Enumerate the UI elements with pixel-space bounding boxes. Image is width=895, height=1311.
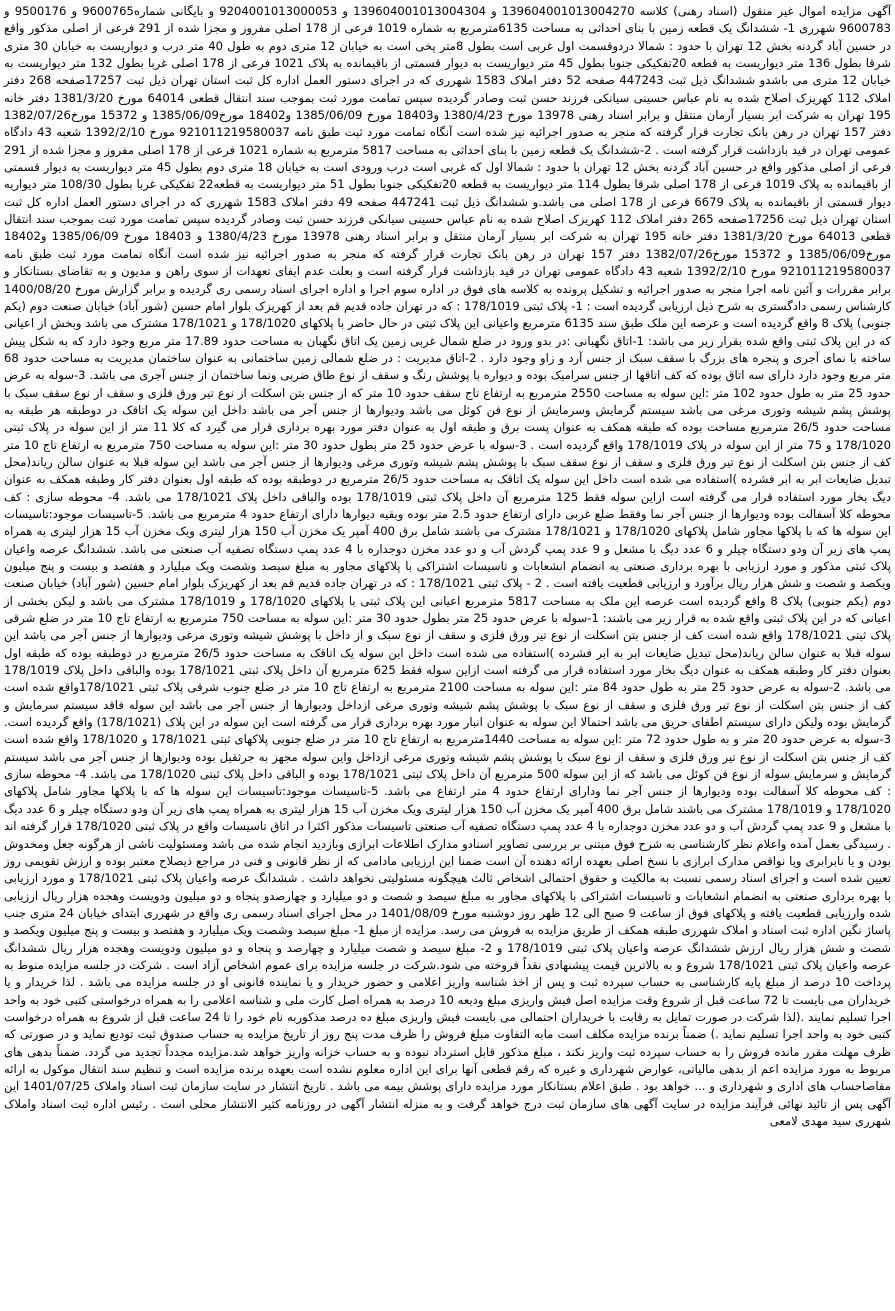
- auction-notice-text: آگهی مزایده اموال غیر منقول (اسناد رهنی) کلاسه 139604001013004270 و 139604001013004304 و 9204001013000053 و بایگانی شماره9600765 و 9500176 و 9600783 شهرری 1- ششدانگ یک قطعه زمین با بنای احداثی به مساحت 6135مترمربع به شماره 1019 فرعی از 178 اصلی مفروز و مجزا شده از 291 فرعی از اصلی مذکور واقع در حسین آباد گردنه بخش 12 تهران با حدود : شمالا دردوقسمت اول غربی است بطول 8متر پخی است به خیابان 12 متری دوم به طول 40 متر درب و دیواریست به خیابان 30 متری شرقا بطول 136 متر دیواریست به قطعه 20تفکیکی جنوبا بطول 45 متر دیواریست به دیوار قسمتی از باقیمانده به پلاک 1021 فرعی از 178 اصلی غربا بطول 132 متر دیواریست به خیابان 12 متری می باشدو ششدانگ ذیل ثبت 447243 صفحه 52 دفتر املاک 1583 شهرری که در اجرای دستور العمل اداره کل ثبت استان تهران ذیل ثبت 17257صفحه 268 دفتر املاک 112 کهریزک اصلاح شده به نام عباس حسینی سیانکی فرزند حسن ثبت وصادر گردیده سپس تمامت مورد ثبت بموجب سند انتقال قطعی 64014 مورخ 1381/3/20 دفتر خانه 195 تهران به شرکت ابر بسیار آرمان منتقل و برابر اسناد رهنی 13978 مورخ 1380/4/23 و18403 مورخ 1385/06/09 و18402 مورخ1385/06/09 و 15372 مورخ1382/07/26 دفتر 157 تهران در رهن بانک تجارت قرار گرفته که منجر به صدور اجرائیه نیز شده است آنگاه تمامت مورد ثبت طبق نامه 921011219580037 مورخ 1392/2/10 شعبه 43 دادگاه عمومی تهران در قید بازداشت قرار گرفته است . 2-ششدانگ یک قطعه زمین با بنای احداثی به مساحت 5817 مترمربع به شماره 1021 فرعی از 178 اصلی مفروز و مجزا شده از 291 فرعی از اصلی مذکور واقع در حسین آباد گردنه بخش 12 تهران با حدود : شمالا اول که غربی است درب ورودی است به خیابان 18 متری دوم بطول 45 متر دیواریست به دیوار قسمتی از باقیمانده به پلاک 1019 فرعی از 178 اصلی شرقا بطول 114 متر دیواریست به قطعه 20تفکیکی جنوبا بطول 51 متر دیواریست به قطعه22 تفکیکی غربا بطول 108/30 متر دیواریه دیوار قسمتی از باقیمانده به پلاک 6679 فرعی از 178 اصلی می باشد.و ششدانگ ذیل ثبت 447241 صفحه 49 دفتر املاک 1583 شهرری که در اجرای دستور العمل اداره کل ثبت استان تهران ذیل ثبت 17256صفحه 265 دفتر املاک 112 کهریزک اصلاح شده به نام عباس حسینی سیانکی فرزند حسن ثبت وصادر گردیده سپس تمامت مورد ثبت بموجب سند انتقال قطعی 64013 مورخ 1381/3/20 دفتر خانه 195 تهران به شرکت ابر بسیار آرمان منتقل و برابر اسناد رهنی 13978 مورخ 1380/4/23 و 18403 مورخ 1385/06/09 و18402 مورخ1385/06/09 و 15372 مورخ1382/07/26 دفتر 157 تهران در رهن بانک تجارت قرار گرفته که منجر به صدور اجرائیه نیز شده است آنگاه تمامت مورد ثبت طبق نامه 921011219580037 مورخ 1392/2/10 شعبه 43 دادگاه عمومی تهران در قید بازداشت قرار گرفته است و بعلت عدم ایفای تعهدات از سوی راهن و مدیون و به تقاضای بستانکار و برابر مقررات و آئین نامه اجرا منجر به صدور اجرائیه و تشکیل پرونده به کلاسه های فوق در اداره سوم اجرا و اداره اجرای اسناد رسمی ری گردیده و برابر گزارش مورخ 1400/08/20 کارشناس رسمی دادگستری به شرح ذیل ارزیابی گردیده است : 1- پلاک ثبتی 178/1019 : که در تهران جاده قدیم قم بعد از کهریزک بلوار امام حسین (شور آباد) خیابان صنعت دوم (یکم جنوبی) پلاک 8 واقع گردیده است و عرصه این ملک طبق سند 6135 مترمربع واعیانی این پلاک ثبتی در حال حاضر با پلاکهای 178/1020 و 178/1021 مشترک می باشد وبخش از اعیانی که در این پلاک ثبتی واقع شده بقرار زیر می باشد: 1-اتاق نگهبانی :در بدو ورود در ضلع شمال غربی زمین یک اتاق نگهبان به مساحت حدود 17.89 متر مربع وجود دارد که به شکل پیش ساخته با نمای آجری و پنجره های بزرگ با سقف سبک از جنس آرد و زاو وجود دارد . 2-اتاق مدیریت : در ضلع شمالی زمین ساختمانی به عنوان ساختمان مدیریت به مساحت حدود 68 متر مربع وجود دارد دارای سه اتاق بوده که کف اتاقها از جنس سرامیک بوده و دیواره با پوشش رنگ و سقف از نوع طاق ضربی ونما ساختمان از جنس آجری می باشد. 3-سوله به عرض حدود 25 متر به طول حدود 102 متر :این سوله به مساحت 2550 مترمربع به ارتفاع تاج سقف حدود 10 متر که از جنس بتن اسکلت از نوع تیر ورق فلزی و سقف از نوع سقف سبک با پوشش پشم شیشه وتوری مرغی می باشد سیستم گرمایش وسرمایش از نوع فن کوئل می باشد ودیوارها از جنس آجر می باشد داخل این سوله یک اتاقک در دوطبقه هر طبقه به مساحت حدود 26/5 مترمربع مساحت بوده که طبقه همکف به عنوان پست برق و طبقه اول به عنوان دفتر مورد بهره برداری قرار می گیرد که کلا 11 متر از این سوله در پلاک ثبتی 178/1020 و 75 متر از این سوله در پلاک 178/1019 واقع گردیده است . 3-سوله با عرض حدود 25 متر بطول حدود 30 متر :این سوله به مساحت 750 مترمربع به ارتفاع تاج 10 متر کف از جنس بتن اسکلت از نوع تیر ورق فلزی و سقف از نوع سقف سبک با پوشش پشم شیشه وتوری مرغی ودیوارها از جنس آجر می باشد این سوله قبلا به عنوان سالن ریاند(محل تبدیل ضایعات ابر به ابر فشرده )استفاده می شده است داخل این سوله یک اتاقک به مساحت حدود 26/5 مترمربع در دوطبقه بوده که طبقه اول بعنوان دفتر کار وطبقه همکف به عنوان دیگ بخار مورد استفاده قرار می گرفته است ازاین سوله فقط 125 مترمربع آن داخل پلاک ثبتی 178/1019 بوده والباقی داخل پلاک 178/1021 می باشد. 4- محوطه سازی : کف محوطه کلا آسفالت بوده ودیوارها از جنس آجر نما وفقط ضلع غربی دارای ارتفاع حدود 2.5 متر بوده وبقیه دیوارها دارای ارتفاع حدود 4 مترمربع می باشد. 5-تاسیسات موجود:تاسیسات این سوله ها که با پلاکها مجاور شامل پلاکهای 178/1020 و 178/1021 مشترک می باشند شامل برق 400 آمپر یک مخزن آب 150 هزار لیتری ویک مخزن آب 15 هزار لیتری به همراه پمپ های زیر آن ودو دستگاه چیلر و 6 عدد دیگ با مشعل و 9 عدد پمپ گردش آب و دو عدد مخزن دوجداره با 4 عدد پمپ دستگاه تصفیه آب صنعتی می باشد. ششدانگ عرصه واعیان پلاک ثبتی مذکور و مورد ارزیابی با بهره برداری صنعتی به انضمام انشعابات و تاسیسات اشتراکی با پلاکهای مجاور به مبلغ سیصد وشصت ویک میلیارد و هفتصد و بیست و پنج میلیون ویکصد و شصت و شش هزار ریال برآورد و ارزیابی قطعیت یافته است . 2 - پلاک ثبتی 178/1021 : که در تهران جاده قدیم قم بعد از کهریزک بلوار امام حسین (شور آباد) خیابان صنعت دوم (یکم جنوبی) پلاک 8 واقع گردیده است عرصه این ملک به مساحت 5817 مترمربع اعیانی این پلاک ثبتی با پلاکهای 178/1020 و 178/1019 مشترک می باشد و لیکن بخشی از اعیانی که در این پلاک ثبتی واقع شده به قرار زیر می باشند: 1-سوله با عرض حدود 25 متر بطول حدود 30 متر :این سوله به مساحت 750 مترمربع به ارتفاع تاج 10 متر در ضلع شرقی پلاک ثبتی 178/1021 واقع شده است کف از جنس بتن اسکلت از نوع تیر ورق فلزی و سقف از نوع سبک و از داخل با پوشش شیشه وتوری مرغی ودیوارها از جنس آجر می باشد این سوله قبلا به عنوان سالن ریاند(محل تبدیل ضایعات ابر به ابر فشرده )استفاده می شده است داخل این سوله یک اتاقک به مساحت حدود 26/5 مترمربع در دوطبقه بوده که طبقه اول بعنوان دفتر کار وطبقه همکف به عنوان دیگ بخار مورد استفاده قرار می گرفته است ازاین سوله فقط 625 مترمربع آن داخل پلاک ثبتی 178/1021 بوده والباقی داخل پلاک 178/1019 می باشد. 2-سوله به عرض حدود 25 متر به طول حدود 84 متر :این سوله به مساحت 2100 مترمربع به ارتفاع تاج 10 متر در ضلع جنوب شرقی پلاک ثبتی 178/1021واقع شده است کف از جنس بتن اسکلت از نوع تیر ورق فلزی و سقف از نوع سبک با پوشش پشم شیشه وتوری مرغی ازداخل ودیوارها از جنس آجر می باشد این سوله فاقد سیستم سرمایش و گرمایش بوده ولیکن دارای سیستم اطفای حریق می باشد احتمالا این سوله به عنوان انبار مورد بهره برداری قرار می گرفته است این سوله در این پلاک (178/1021) واقع گردیده است. 3-سوله به عرض حدود 20 متر و به طول حدود 72 متر :این سوله به مساحت 1440مترمربع به ارتفاع تاج 10 متر در ضلع جنوبی پلاکهای ثبتی 178/1021 و 178/1020 واقع شده است کف از جنس بتن اسکلت از نوع تیر ورق فلزی و سقف از نوع سبک با پوشش پشم شیشه وتوری مرغی ازداخل واین سوله مجهز به جرثقیل بوده ودیوارها از جنس آجر می باشد سیستم گرمایش و سرمایش سوله از نوع فن کوئل می باشد که از این سوله 500 مترمربع آن داخل پلاک ثبتی 178/1021 بوده و الباقی داخل پلاک ثبتی 178/1020 می باشد. 4- محوطه سازی : کف محوطه کلا آسفالت بوده ودیوارها از جنس آجر نما ودارای ارتفاع حدود 4 متر ارتفاع می باشد. 5-تاسیسات موجود:تاسیسات این سوله ها که با پلاکها مجاور شامل پلاکهای 178/1020 و 178/1019 مشترک می باشند شامل برق 400 آمپر یک مخزن آب 150 هزار لیتری ویک مخزن آب 15 هزار لیتری به همراه پمپ های زیر آن ودو دستگاه چیلر و 6 عدد دیگ با مشعل و 9 عدد پمپ گردش آب و دو عدد مخزن دوجداره با 4 عدد پمپ دستگاه تصفیه آب صنعتی تاسیسات مذکور اکثرا در اتاق تاسیسات واقع در پلاک ثبتی 178/1020 قرار گرفته اند . رسیدگی بعمل آمده واعلام نظر کارشناسی به شرح فوق مبتنی بر بررسی تصاویر اسنادو مدارک اطلاعات ابرازی وبازدید انجام شده می باشد ومسئولیت ناشی از هرگونه جعل ومخدوش بودن و یا نابرابری ویا نواقص مدارک ابرازی با نسخ اصلی بعهده ارائه دهنده آن است ضمنا این ارزیابی مادامی که از نظر قانونی و فنی در مراجع ذیصلاح معتبر بوده و ارزش تقویمی روز تعیین شده است و اجرای اسناد رسمی نسبت به مالکیت و حقوق احتمالی اشخاص ثالث هیچگونه مسئولیتی نخواهد داشت . ششدانگ عرصه واعیان پلاک ثبتی 178/1021 و مورد ارزیابی با بهره برداری صنعتی به انضمام انشعابات و تاسیسات اشتراکی با پلاکهای مجاور به مبلغ سیصد و شصت و دو میلیارد و چهارصدو پنجاه و دو میلیون ودویست وهجده هزار ریال ارزیابی شده وارزیابی قطعیت یافته و پلاکهای فوق از ساعت 9 صبح الی 12 ظهر روز دوشنبه مورخ 1401/08/09 در محل اجرای اسناد رسمی ری واقع در شهرری ابتدای خیابان 24 متری جنب پاساژ نگین اداره ثبت اسناد و املاک شهرری طبقه همکف از طریق مزایده به فروش می رسد. مزایده از مبلغ 1- مبلغ سیصد وشصت ویک میلیارد و هفتصد و بیست و پنج میلیون ویکصد و شصت و شش هزار ریال ارزش ششدانگ عرصه واعیان پلاک ثبتی 178/1019 و 2- مبلغ سیصد و شصت میلیارد و چهارصد و پنجاه و دو میلیون ودویست وهجده هزار ریال ششدانگ عرصه واعیان پلاک ثبتی 178/1021 شروع و به بالاترین قیمت پیشنهادی نقداً فروخته می شود.شرکت در جلسه مزایده برای عموم اشخاص آزاد است . شرکت در جلسه مزایده منوط به پرداخت 10 درصد از مبلغ پایه کارشناسی به حساب سپرده ثبت و پس از اخذ شناسه واریز اعلامی و حضور خریدار و یا نماینده قانونی او در جلسه مزایده می باشد . لذا خریدار و یا خریداران می بایست تا 72 ساعت قبل از شروع وقت مزایده اصل فیش واریزی مبلغ ودیعه 10 درصد به همراه اصل کارت ملی و شناسه اعلامی را به همراه درخواستی کتبی خود به واحد اجرا تسلیم نمایند .(لذا شرکت در صورت تمایل به رقابت با خریداران احتمالی می بایست فیش واریزی مبلغ ده درصد مذکوربه نام خود را تا 24 ساعت قبل از شروع به همراه درخواست کتبی خود به واحد اجرا تسلیم نماید .) ضمناً برنده مزایده مکلف است مابه التفاوت مبلغ فروش را ظرف مدت پنج روز از تاریخ مزایده به حساب صندوق ثبت تودیع نماید و در صورتی که ظرف مهلت مقرر مانده فروش را به حساب سپرده ثبت واریز نکند ، مبلغ مذکور قابل استرداد نبوده و به حساب خزانه واریز خواهد شد.مزایده مجدداً تجدید می گردد. ضمناً بدهی های مربوط به مورد مزایده اعم از بدهی مالیاتی، عوارض شهرداری و غیره که رقم قطعی آنها برای این اداره معلوم نشده است بعهده برنده مزایده است و تنظیم سند انتقال موکول به ارائه مفاصاحساب های اداری و شهرداری و ... خواهد بود . طبق اعلام بستانکار مورد مزایده دارای پوشش بیمه می باشد . تاریخ انتشار در سایت سازمان ثبت اسناد واملاک 1401/07/25 این آگهی پس از تائید نهائی فرآیند مزایده در سایت آگهی های سازمان ثبت درج خواهد گرفت و به منزله انتشار آگهی در روزنامه کثیر الانتشار محلی است . رئیس اداره ثبت اسناد واملاک شهرری سید مهدی لامعی: [4, 4, 892, 1128]
